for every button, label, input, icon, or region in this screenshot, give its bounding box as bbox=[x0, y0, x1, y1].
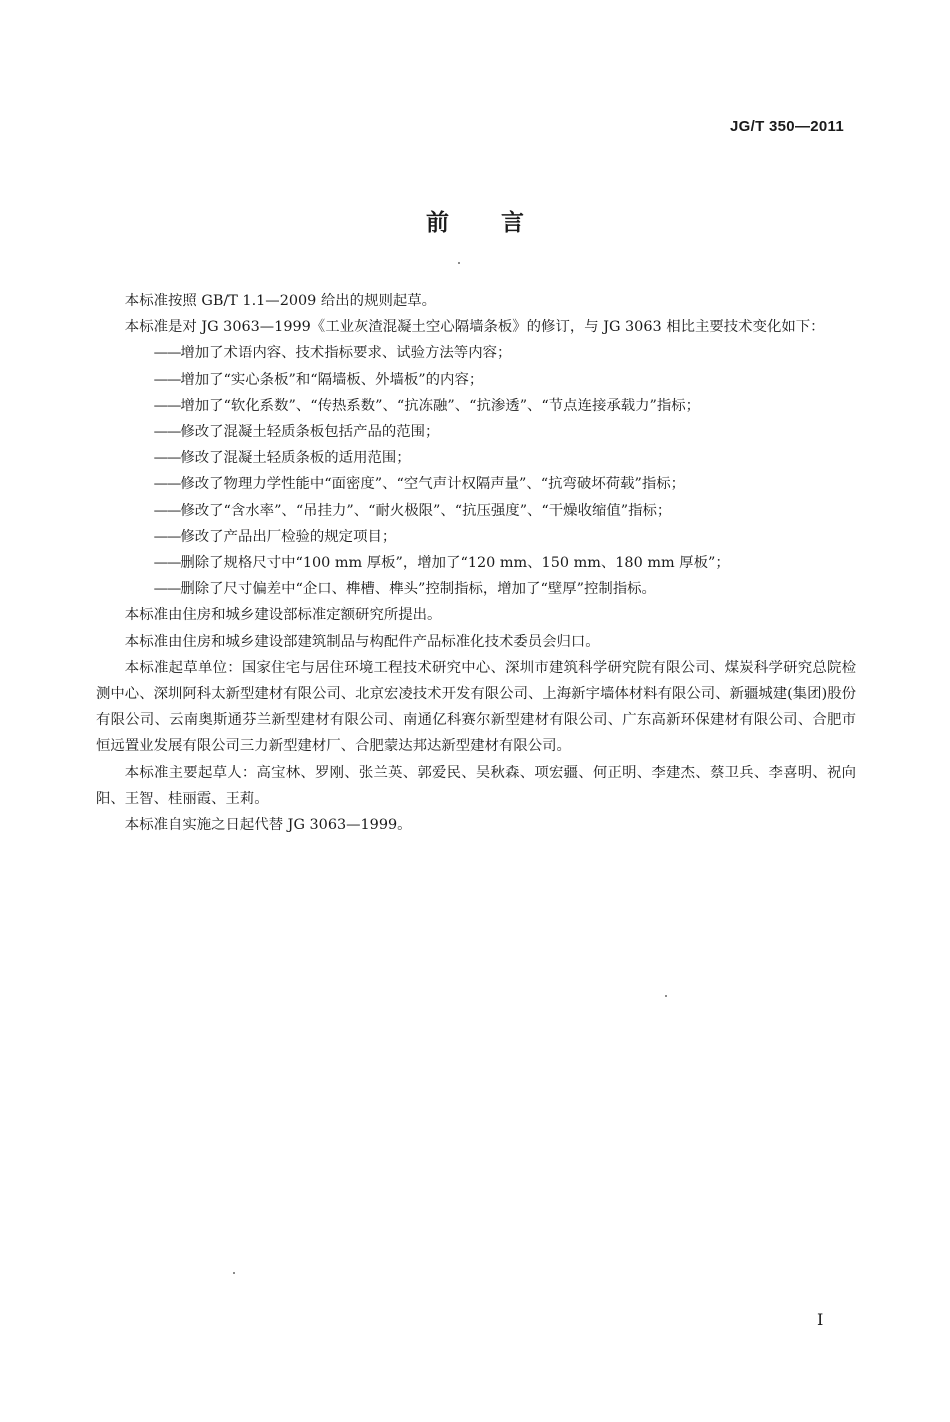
change-text: 修改了产品出厂检验的规定项目； bbox=[180, 528, 397, 545]
dash-marker: —— bbox=[153, 528, 181, 545]
dash-marker: —— bbox=[153, 397, 181, 414]
change-text: 删除了尺寸偏差中“企口、榫槽、榫头”控制指标，增加了“壁厚”控制指标。 bbox=[180, 581, 656, 598]
dash-marker: —— bbox=[153, 450, 181, 467]
change-text: 修改了物理力学性能中“面密度”、“空气声计权隔声量”、“抗弯破坏荷载”指标； bbox=[180, 476, 686, 493]
paragraph-drafting-units: 本标准起草单位：国家住宅与居住环境工程技术研究中心、深圳市建筑科学研究院有限公司、煤炭科学研究总院检测中心、深圳阿科太新型建材有限公司、北京宏凌技术开发有限公司、上海新宇墙体材料有限公司、新疆城建(集团)股份有限公司、云南奥斯通芬兰新型建材有限公司、南通亿科赛尔新型建材有限公司、广东高新环保建材有限公司、合肥市恒远置业发展有限公司三力新型建材厂、合肥蒙达邦达新型建材有限公司。 bbox=[96, 659, 856, 755]
paragraph-revision-intro: 本标准是对 JG 3063—1999《工业灰渣混凝土空心隔墙条板》的修订，与 JG 3063 相比主要技术变化如下： bbox=[124, 319, 825, 336]
change-item bbox=[96, 419, 856, 445]
change-text: 增加了“实心条板”和“隔墙板、外墙板”的内容； bbox=[180, 371, 484, 388]
change-item bbox=[96, 393, 856, 419]
paragraph-replacement: 本标准自实施之日起代替 JG 3063—1999。 bbox=[124, 817, 412, 834]
change-text: 修改了“含水率”、“吊挂力”、“耐火极限”、“抗压强度”、“干燥收缩值”指标； bbox=[180, 502, 672, 519]
paragraph-proposer: 本标准由住房和城乡建设部标准定额研究所提出。 bbox=[124, 607, 442, 624]
dash-marker: —— bbox=[153, 502, 181, 519]
paragraph-committee: 本标准由住房和城乡建设部建筑制品与构配件产品标准化技术委员会归口。 bbox=[124, 633, 600, 650]
change-item bbox=[96, 367, 856, 393]
standard-code: JG/T 350—2011 bbox=[730, 118, 844, 135]
paragraph-drafting-rules: 本标准按照 GB/T 1.1—2009 给出的规则起草。 bbox=[124, 293, 437, 309]
change-item bbox=[96, 340, 856, 366]
change-item bbox=[96, 445, 856, 471]
change-item bbox=[96, 550, 856, 576]
change-text: 增加了“软化系数”、“传热系数”、“抗冻融”、“抗渗透”、“节点连接承载力”指标； bbox=[180, 397, 701, 414]
change-item bbox=[96, 524, 856, 550]
foreword-body bbox=[96, 288, 856, 838]
dash-marker: —— bbox=[153, 555, 181, 572]
scan-speck bbox=[458, 262, 460, 264]
dash-marker: —— bbox=[153, 371, 181, 388]
change-text: 修改了混凝土轻质条板的适用范围； bbox=[180, 450, 411, 467]
dash-marker: —— bbox=[153, 345, 181, 362]
dash-marker: —— bbox=[153, 581, 181, 598]
dash-marker: —— bbox=[153, 476, 181, 493]
change-text: 修改了混凝土轻质条板包括产品的范围； bbox=[180, 424, 440, 441]
change-item bbox=[96, 471, 856, 497]
change-item bbox=[96, 576, 856, 602]
page-number: I bbox=[817, 1310, 824, 1329]
page-title: 前言 bbox=[426, 210, 576, 236]
change-text: 删除了规格尺寸中“100 mm 厚板”，增加了“120 mm、150 mm、180 mm 厚板”； bbox=[180, 555, 730, 572]
scan-speck bbox=[233, 1272, 235, 1274]
change-text: 增加了术语内容、技术指标要求、试验方法等内容； bbox=[180, 345, 512, 362]
scan-speck bbox=[665, 995, 667, 997]
change-list bbox=[96, 340, 856, 602]
paragraph-drafters: 本标准主要起草人：高宝林、罗刚、张兰英、郭爱民、吴秋森、项宏疆、何正明、李建杰、蔡卫兵、李喜明、祝向阳、王智、桂丽霞、王莉。 bbox=[96, 764, 856, 807]
dash-marker: —— bbox=[153, 424, 181, 441]
change-item bbox=[96, 498, 856, 524]
